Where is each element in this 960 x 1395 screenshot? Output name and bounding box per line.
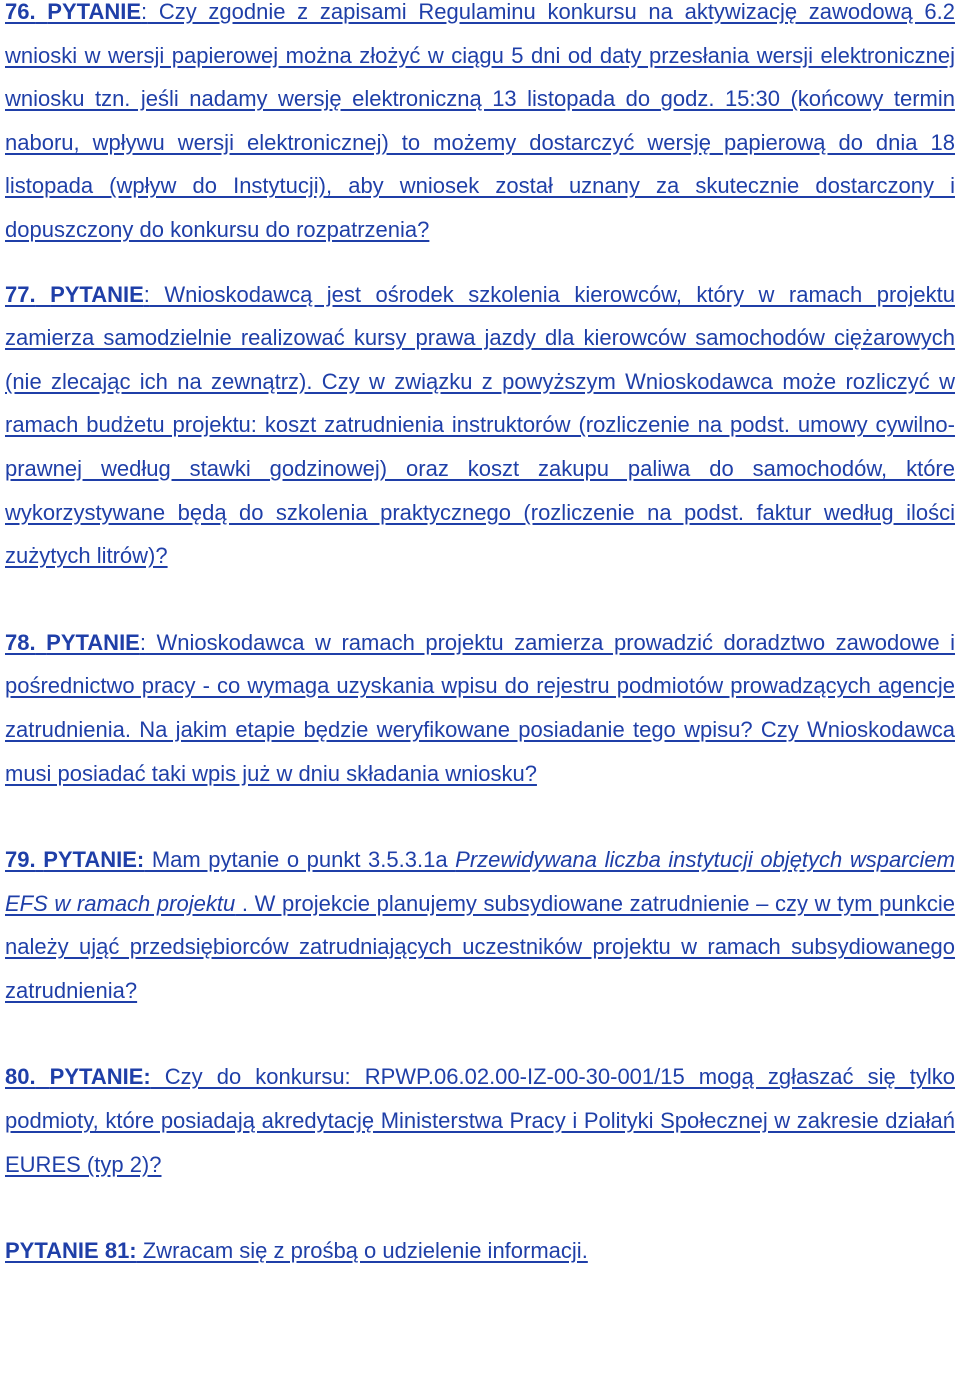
question-label: PYTANIE:: [49, 1064, 151, 1090]
question-separator: :: [141, 0, 148, 24]
question-italic-term: Przewidywana liczba instytucji objętych wsparciem EFS w ramach projektu: [5, 847, 955, 916]
question-78: [5, 621, 955, 795]
question-label: PYTANIE:: [43, 847, 145, 873]
question-text: Mam pytanie o punkt 3.5.3.1a: [144, 847, 456, 873]
question-text: Wnioskodawca w ramach projektu zamierza prowadzić doradztwo zawodowe i pośrednictwo pracy - co wymaga uzyskania wpisu do rejestru podmiotów prowadzących agencje zatrudnienia. Na jakim etapie będzie weryfikowane posiadanie tego wpisu? Czy Wnioskodawca musi posiadać taki wpis już w dniu składania wniosku?: [5, 629, 955, 786]
question-label: PYTANIE: [50, 281, 144, 307]
question-label: PYTANIE 81:: [5, 1238, 137, 1264]
question-number: 78.: [5, 629, 36, 655]
question-separator: :: [143, 281, 150, 307]
question-79: [5, 838, 955, 1012]
question-label: PYTANIE: [46, 629, 140, 655]
question-80: [5, 1055, 955, 1186]
question-81: [5, 1229, 955, 1273]
question-number: 77.: [5, 281, 36, 307]
question-76: [5, 0, 955, 252]
question-number: 76.: [5, 0, 36, 24]
question-77: [5, 273, 955, 578]
question-text-cont: . W projekcie planujemy subsydiowane zatrudnienie – czy w tym punkcie należy ująć przedsiębiorców zatrudniających uczestników projektu w ramach subsydiowanego zatrudnienia?: [5, 890, 956, 1003]
question-text: Zwracam się z prośbą o udzielenie informacji.: [136, 1238, 588, 1264]
faq-document: [5, 0, 955, 1295]
question-number: 79.: [5, 847, 36, 873]
question-text: Czy zgodnie z zapisami Regulaminu konkursu na aktywizację zawodową 6.2 wnioski w wersji papierowej można złożyć w ciągu 5 dni od daty przesłania wersji elektronicznej wniosku tzn. jeśli nadamy wersję elektroniczną 13 listopada do godz. 15:30 (końcowy termin naboru, wpływu wersji elektronicznej) to możemy dostarczyć wersję papierową do dnia 18 listopada (wpływ do Instytucji), aby wniosek został uznany za skutecznie dostarczony i dopuszczony do konkursu do rozpatrzenia?: [5, 0, 955, 242]
question-separator: :: [139, 629, 146, 655]
question-label: PYTANIE: [47, 0, 142, 24]
question-number: 80.: [5, 1064, 36, 1090]
question-text: Wnioskodawcą jest ośrodek szkolenia kierowców, który w ramach projektu zamierza samodzielnie realizować kursy prawa jazdy dla kierowców samochodów ciężarowych (nie zlecając ich na zewnątrz). Czy w związku z powyższym Wnioskodawca może rozliczyć w ramach budżetu projektu: koszt zatrudnienia instruktorów (rozliczenie na podst. umowy cywilno-prawnej według stawki godzinowej) oraz koszt zakupu paliwa do samochodów, które wykorzystywane będą do szkolenia praktycznego (rozliczenie na podst. faktur według ilości zużytych litrów)?: [5, 281, 955, 569]
question-text: Czy do konkursu: RPWP.06.02.00-IZ-00-30-001/15 mogą zgłaszać się tylko podmioty, które posiadają akredytację Ministerstwa Pracy i Polityki Społecznej w zakresie działań EURES (typ 2)?: [5, 1064, 955, 1177]
